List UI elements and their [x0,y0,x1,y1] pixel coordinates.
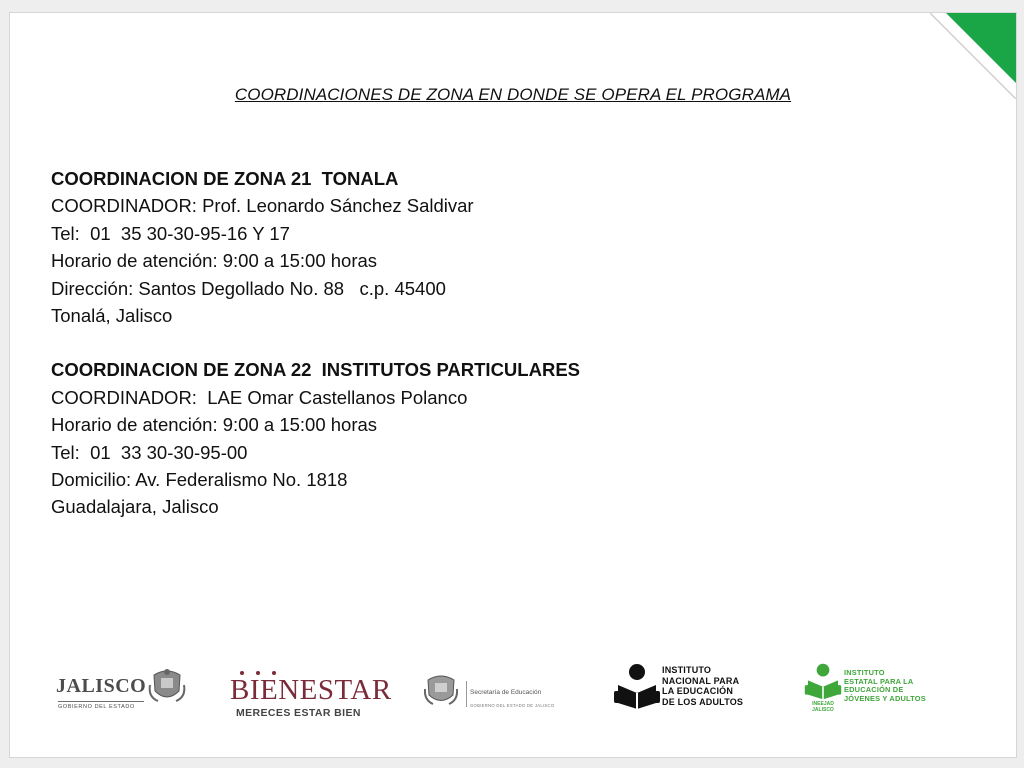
ineejad-logo [804,663,954,719]
jalisco-subtitle: GOBIERNO DEL ESTADO [58,704,135,710]
state-shield-icon [424,671,458,709]
ineejad-name [844,669,926,703]
inea-line: DE LOS ADULTOS [662,696,744,707]
section-line: Dirección: Santos Degollado No. 88 c.p. 45400 [51,277,446,299]
state-shield-icon [148,665,186,707]
jalisco-rule [58,701,144,702]
bienestar-name: BIENESTAR [230,674,392,706]
ineejad-line: JÓVENES Y ADULTOS [844,693,926,703]
sep-subtitle: GOBIERNO DEL ESTADO DE JALISCO [470,703,555,708]
section-line: Horario de atención: 9:00 a 15:00 horas [51,414,378,436]
section-heading: COORDINACION DE ZONA 22 INSTITUTOS PARTICULARES [51,359,580,381]
inea-line: INSTITUTO [662,665,712,675]
section-line: Horario de atención: 9:00 a 15:00 horas [51,250,378,272]
reader-icon [804,663,842,701]
logo-strip [10,653,1016,723]
reader-icon [614,663,660,711]
ineejad-caption [806,702,840,713]
ineejad-line: INSTITUTO [844,668,885,677]
bienestar-logo [228,663,392,719]
section-line: COORDINADOR: LAE Omar Castellanos Polanco [51,386,468,408]
ineejad-caption-line: INEEJAD [812,701,834,707]
coordination-section [51,356,580,520]
sep-logo [420,667,555,713]
bienestar-subtitle: MERECES ESTAR BIEN [236,707,361,719]
ineejad-caption-line: JALISCO [812,706,834,713]
inea-line: LA EDUCACIÓN [662,686,734,696]
jalisco-name: JALISCO [56,675,147,697]
section-line: Guadalajara, Jalisco [51,496,219,518]
sep-name: Secretaría de Educación [470,689,542,696]
inea-line: NACIONAL PARA [662,675,740,686]
sections [51,165,580,548]
section-line: COORDINADOR: Prof. Leonardo Sánchez Saldivar [51,195,474,217]
inea-name [662,665,743,707]
section-line: Tel: 01 35 30-30-95-16 Y 17 [51,222,290,244]
jalisco-logo [56,675,206,723]
ineejad-line: ESTATAL PARA LA [844,676,914,686]
inea-logo [614,661,764,717]
coordination-section [51,165,580,329]
sep-divider [466,681,467,707]
section-line: Domicilio: Av. Federalismo No. 1818 [51,469,348,491]
section-line: Tel: 01 33 30-30-95-00 [51,441,248,463]
section-line: Tonalá, Jalisco [51,305,173,327]
section-heading: COORDINACION DE ZONA 21 TONALA [51,168,399,189]
page-title: COORDINACIONES DE ZONA EN DONDE SE OPERA EL PROGRAMA [234,85,792,104]
ineejad-line: EDUCACIÓN DE [844,685,904,695]
slide [9,12,1017,758]
